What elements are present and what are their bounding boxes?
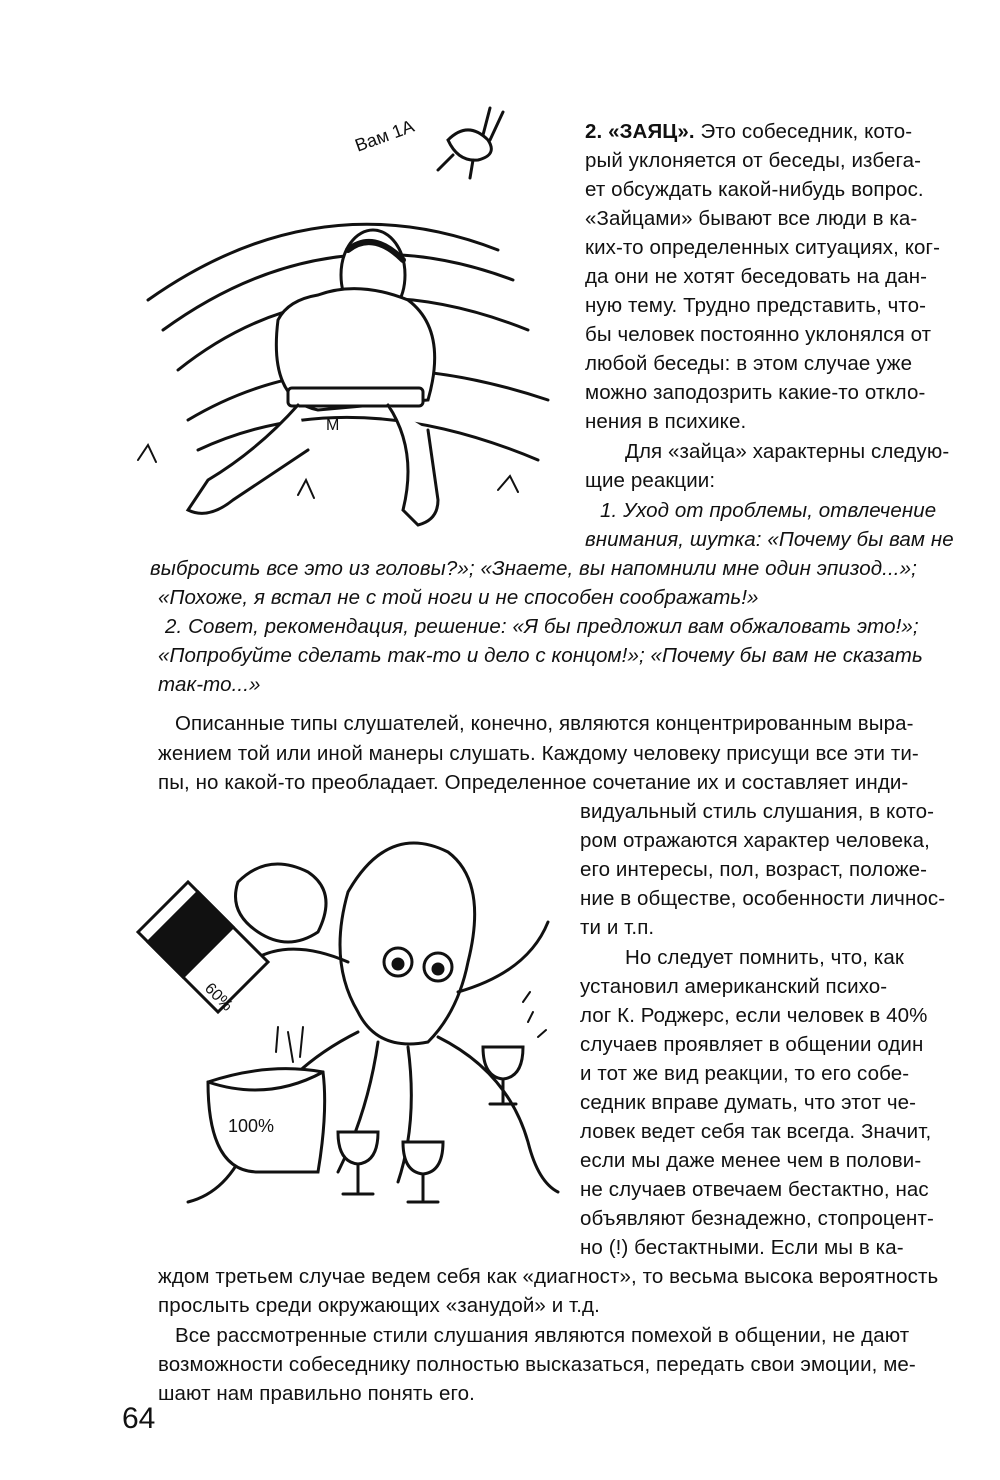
hare-line: ет обсуждать какой-нибудь вопрос. [585, 178, 924, 201]
summary-line: его интересы, пол, возраст, положе- [580, 858, 928, 881]
rogers-line: установил американский психо- [580, 975, 888, 998]
rogers-line: объявляют безнадежно, стопроцент- [580, 1207, 934, 1230]
summary-line: видуальный стиль слушания, в кото- [580, 800, 935, 823]
summary-line: ние в обществе, особенности личнос- [580, 887, 946, 910]
hare-line: нения в психике. [585, 410, 747, 433]
hare-line: можно заподозрить какие-то откло- [585, 381, 926, 404]
rogers-line: случаев проявляет в общении один [580, 1033, 924, 1056]
rogers-line: не случаев отвечаем бестактно, нас [580, 1178, 929, 1201]
belt-label: M [326, 417, 340, 434]
conclusion-line: Все рассмотренные стили слушания являются помехой в общении, не дают [175, 1324, 910, 1347]
summary-line: ром отражаются характер человека, [580, 829, 930, 852]
bottle-label: 60% [201, 979, 236, 1015]
summary-line: ти и т.п. [580, 916, 655, 939]
hare-line: бы человек постоянно уклонялся от [585, 323, 932, 346]
reaction-line: так-то...» [158, 673, 261, 696]
sign-label: Вам 1А [352, 115, 417, 156]
pot-label: 100% [228, 1116, 275, 1136]
rogers-line: прослыть среди окружающих «занудой» и т.д. [158, 1294, 600, 1317]
reaction-line: 2. Совет, рекомендация, решение: «Я бы предложил вам обжаловать это!»; [165, 615, 919, 638]
hare-man-illustration [118, 100, 558, 540]
reaction-line: 1. Уход от проблемы, отвлечение [600, 499, 937, 522]
summary-line: пы, но какой-то преобладает. Определенное сочетание их и составляет инди- [158, 771, 909, 794]
hare-line: рый уклоняется от беседы, избега- [585, 149, 921, 172]
octopus-illustration [128, 812, 576, 1220]
hare-line: да они не хотят беседовать на дан- [585, 265, 928, 288]
conclusion-line: возможности собеседнику полностью высказаться, передать свои эмоции, ме- [158, 1353, 916, 1376]
hare-line: «Зайцами» бывают все люди в ка- [585, 207, 918, 230]
rogers-line: седник вправе думать, что этот че- [580, 1091, 917, 1114]
hare-line: любой беседы: в этом случае уже [585, 352, 913, 375]
hare-heading: 2. «ЗАЯЦ». [585, 120, 695, 143]
rogers-line: если мы даже менее чем в полови- [580, 1149, 922, 1172]
reaction-line: «Попробуйте сделать так-то и дело с концом!»; «Почему бы вам не сказать [158, 644, 923, 667]
hare-line: щие реакции: [585, 469, 716, 492]
hare-heading-line [585, 118, 912, 146]
hare-line: Для «зайца» характерны следую- [625, 440, 950, 463]
reaction-line: выбросить все это из головы?»; «Знаете, вы напомнили мне один эпизод...»; [150, 557, 917, 580]
rogers-line: ловек ведет себя так всегда. Значит, [580, 1120, 932, 1143]
hare-line: Это собеседник, кото- [694, 120, 913, 143]
rogers-line: Но следует помнить, что, как [625, 946, 904, 969]
reaction-line: внимания, шутка: «Почему бы вам не [585, 528, 954, 551]
conclusion-line: шают нам правильно понять его. [158, 1382, 475, 1405]
hare-line: ную тему. Трудно представить, что- [585, 294, 927, 317]
summary-line: жением той или иной манеры слушать. Каждому человеку присущи все эти ти- [158, 742, 919, 765]
page-number: 64 [122, 1402, 156, 1435]
rogers-line: но (!) бестактными. Если мы в ка- [580, 1236, 904, 1259]
rogers-line: лог К. Роджерс, если человек в 40% [580, 1004, 928, 1027]
reaction-line: «Похоже, я встал не с той ноги и не способен соображать!» [158, 586, 759, 609]
rogers-line: ждом третьем случае ведем себя как «диагност», то весьма высока вероятность [158, 1265, 939, 1288]
summary-line: Описанные типы слушателей, конечно, являются концентрированным выра- [175, 712, 914, 735]
rogers-line: и тот же вид реакции, то его собе- [580, 1062, 910, 1085]
hare-line: ких-то определенных ситуациях, ког- [585, 236, 941, 259]
